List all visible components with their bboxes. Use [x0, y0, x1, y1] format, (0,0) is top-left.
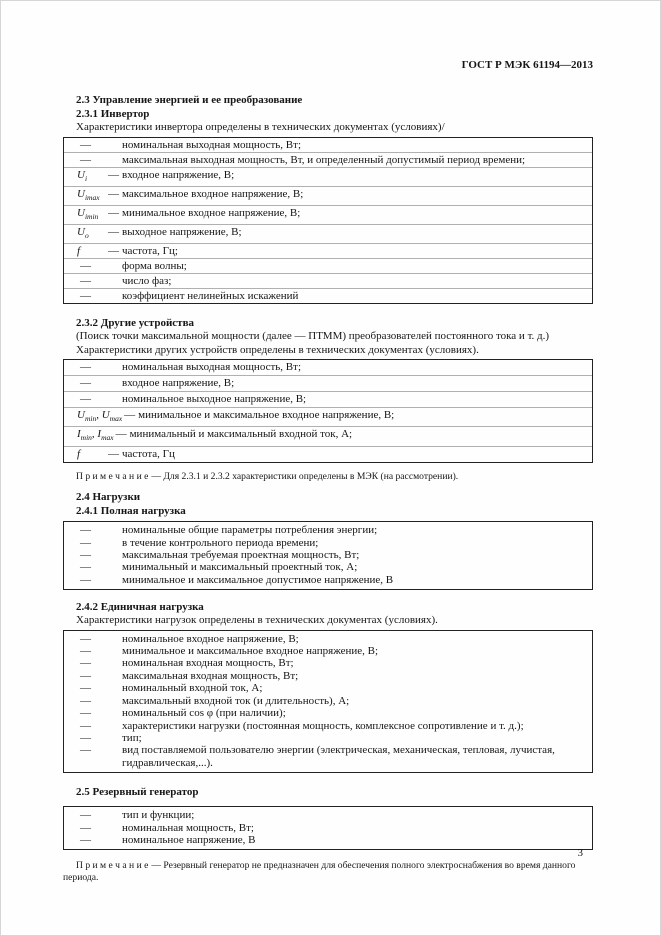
dash-marker: —	[108, 206, 119, 219]
symbol: $U_{imin}$	[77, 206, 99, 222]
dash-marker: —	[80, 361, 91, 374]
spec-row	[64, 670, 592, 682]
dash-marker: —	[80, 632, 91, 645]
row-text: коэффициент нелинейных искажений	[122, 290, 299, 303]
spec-row	[64, 682, 592, 694]
row-text: вид поставляемой пользователю энергии (электрическая, механическая, тепловая, лучистая, гидравлическая,...).	[122, 744, 555, 769]
spec-row	[64, 258, 592, 273]
page-content	[63, 58, 593, 883]
spec-row	[64, 707, 592, 719]
note-text: — Резервный генератор не предназначен для обеспечения полного электроснабжения во время данного периода.	[63, 860, 576, 883]
heading-2-3: 2.3 Управление энергией и ее преобразование	[76, 94, 303, 106]
dash-marker: —	[80, 561, 91, 574]
spec-row	[64, 205, 592, 224]
heading-2-3-1: 2.3.1 Инвертор	[76, 108, 150, 120]
dash-marker: —	[124, 409, 136, 422]
heading-2-3-2: 2.3.2 Другие устройства	[76, 317, 195, 330]
symbol: $U_{min}$, $U_{max}$	[77, 409, 123, 424]
row-text: максимальный входной ток (и длительность), А;	[122, 694, 350, 707]
spec-row	[64, 744, 592, 769]
spec-row	[64, 633, 592, 645]
dash-marker: —	[80, 657, 91, 670]
symbol: f	[77, 447, 81, 460]
spec-row	[64, 426, 592, 445]
spec-row	[64, 657, 592, 669]
spec-row	[64, 391, 592, 407]
row-text: номинальные общие параметры потребления энергии;	[122, 524, 378, 537]
note-1	[63, 471, 593, 483]
row-text: характеристики нагрузки (постоянная мощность, комплексное сопротивление и т. д.);	[122, 719, 524, 732]
row-text: тип и функции;	[122, 809, 195, 822]
row-text: номинальная мощность, Вт;	[122, 821, 254, 834]
spec-row	[64, 834, 592, 846]
paragraph-inverter-intro: Характеристики инвертора определены в технических документах (условиях)/	[76, 121, 445, 133]
dash-marker: —	[80, 694, 91, 707]
dash-marker: —	[80, 821, 91, 834]
note-label: П р и м е ч а н и е	[76, 470, 149, 482]
dash-marker: —	[80, 290, 91, 303]
spec-box-other-devices	[63, 359, 593, 462]
row-text: максимальная выходная мощность, Вт, и определенный допустимый период времени;	[122, 153, 526, 166]
row-text: частота, Гц	[122, 447, 175, 460]
spec-row	[64, 186, 592, 205]
row-text: номинальный cos φ (при наличии);	[122, 707, 286, 720]
row-text: входное напряжение, В;	[122, 168, 235, 181]
dash-marker: —	[80, 682, 91, 695]
dash-marker: —	[80, 524, 91, 537]
doc-code: ГОСТ Р МЭК 61194—2013	[461, 59, 593, 71]
note-text: — Для 2.3.1 и 2.3.2 характеристики определены в МЭК (на рассмотрении).	[151, 470, 459, 482]
dash-marker: —	[80, 645, 91, 658]
dash-marker: —	[80, 573, 91, 586]
spec-row	[64, 138, 592, 152]
heading-2-5: 2.5 Резервный генератор	[76, 786, 199, 799]
paragraph-other-devices-2: Характеристики других устройств определены в технических документах (условиях).	[76, 343, 479, 356]
row-text: номинальная выходная мощность, Вт;	[122, 138, 301, 151]
dash-marker: —	[80, 536, 91, 549]
symbol: f	[77, 245, 81, 258]
row-text: номинальное входное напряжение, В;	[122, 632, 299, 645]
dash-marker: —	[80, 153, 91, 166]
row-text: число фаз;	[122, 275, 172, 288]
spec-row	[64, 645, 592, 657]
dash-marker: —	[80, 744, 91, 757]
row-text: номинальное выходное напряжение, В;	[122, 393, 307, 406]
symbol: $U_i$	[77, 168, 88, 183]
heading-2-4: 2.4 Нагрузки	[76, 491, 141, 504]
spec-row	[64, 167, 592, 186]
dash-marker: —	[108, 168, 119, 181]
dash-marker: —	[108, 447, 119, 460]
dash-marker: —	[115, 428, 127, 441]
row-text: в течение контрольного периода времени;	[122, 536, 319, 549]
dash-marker: —	[80, 377, 91, 390]
dash-marker: —	[108, 187, 119, 200]
row-text: максимальная требуемая проектная мощность, Вт;	[122, 548, 360, 561]
spec-row	[64, 574, 592, 586]
spec-row	[64, 537, 592, 549]
spec-row	[64, 375, 592, 391]
row-text: номинальная входная мощность, Вт;	[122, 657, 294, 670]
spec-row	[64, 446, 592, 462]
spec-row	[64, 561, 592, 573]
spec-row	[64, 224, 592, 243]
row-text: минимальный и максимальный проектный ток, А;	[122, 561, 358, 574]
dash-marker: —	[80, 809, 91, 822]
spec-box-backup-generator	[63, 806, 593, 850]
spec-row	[64, 243, 592, 258]
spec-row	[64, 695, 592, 707]
dash-marker: —	[80, 260, 91, 273]
paragraph-single-load-intro: Характеристики нагрузок определены в технических документах (условиях).	[76, 614, 438, 627]
spec-row	[64, 524, 592, 536]
row-text: минимальное и максимальное входное напряжение, В;	[138, 409, 395, 422]
dash-marker: —	[108, 245, 119, 258]
dash-marker: —	[108, 226, 119, 239]
heading-2-4-2: 2.4.2 Единичная нагрузка	[76, 601, 204, 614]
spec-row	[64, 732, 592, 744]
spec-row	[64, 720, 592, 732]
spec-row	[64, 549, 592, 561]
dash-marker: —	[80, 707, 91, 720]
symbol: $U_o$	[77, 226, 89, 241]
row-text: выходное напряжение, В;	[122, 226, 242, 239]
spec-row	[64, 360, 592, 375]
spec-row	[64, 273, 592, 288]
spec-row	[64, 407, 592, 426]
spec-row	[64, 809, 592, 821]
row-text: частота, Гц;	[122, 245, 178, 258]
dash-marker: —	[80, 138, 91, 151]
spec-box-single-load	[63, 630, 593, 773]
spec-box-full-load	[63, 521, 593, 590]
row-text: номинальный входной ток, А;	[122, 682, 263, 695]
dash-marker: —	[80, 393, 91, 406]
row-text: минимальное и максимальное допустимое напряжение, В	[122, 573, 394, 586]
row-text: входное напряжение, В;	[122, 377, 235, 390]
row-text: форма волны;	[122, 260, 187, 273]
page-number: 3	[577, 847, 583, 859]
row-text: номинальное напряжение, В	[122, 833, 256, 846]
dash-marker: —	[80, 669, 91, 682]
row-text: тип;	[122, 731, 142, 744]
spec-box-inverter	[63, 137, 593, 305]
spec-row	[64, 288, 592, 303]
dash-marker: —	[80, 731, 91, 744]
symbol: $U_{imax}$	[77, 187, 100, 202]
spec-row	[64, 822, 592, 834]
row-text: максимальная входная мощность, Вт;	[122, 669, 299, 682]
symbol: $I_{min}$, $I_{max}$	[77, 428, 114, 443]
row-text: минимальное и максимальное входное напряжение, В;	[122, 645, 379, 658]
dash-marker: —	[80, 833, 91, 846]
row-text: минимальный и максимальный входной ток, А;	[129, 428, 353, 441]
paragraph-other-devices-1: (Поиск точки максимальной мощности (далее — ПТММ) преобразователей постоянного тока и т. д.)	[76, 330, 550, 343]
dash-marker: —	[80, 719, 91, 732]
dash-marker: —	[80, 275, 91, 288]
note-2	[63, 860, 593, 883]
heading-2-4-1: 2.4.1 Полная нагрузка	[76, 505, 186, 518]
dash-marker: —	[80, 548, 91, 561]
row-text: номинальная выходная мощность, Вт;	[122, 361, 301, 374]
row-text: минимальное входное напряжение, В;	[122, 206, 301, 219]
row-text: максимальное входное напряжение, В;	[122, 187, 304, 200]
spec-row	[64, 152, 592, 167]
note-label: П р и м е ч а н и е	[76, 860, 149, 872]
